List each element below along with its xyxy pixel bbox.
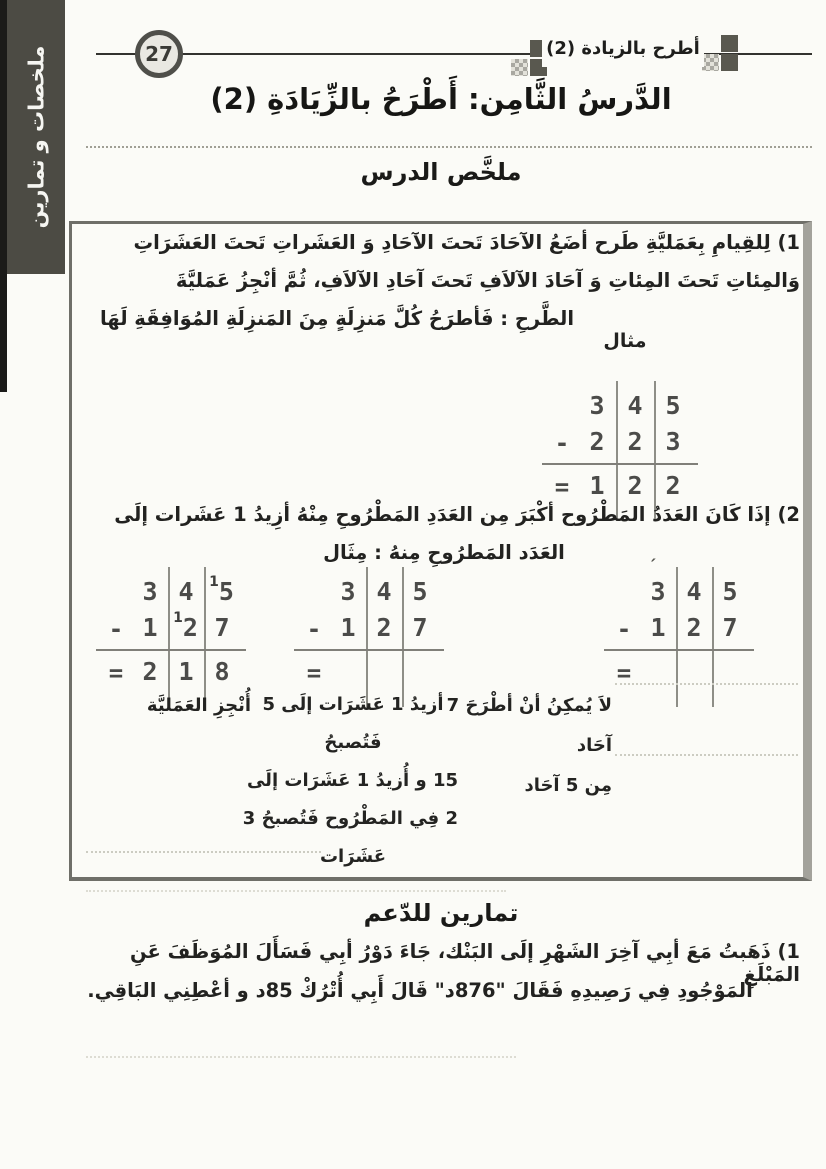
digit: 4 bbox=[627, 390, 643, 420]
support-heading: تمارين للدّعم bbox=[363, 899, 519, 927]
digit: 2 bbox=[627, 470, 643, 500]
digit: 7 bbox=[722, 612, 738, 642]
digit: 1 bbox=[142, 612, 158, 642]
ruling-line bbox=[86, 890, 506, 892]
subtraction-step-1 bbox=[616, 557, 748, 689]
ruling-line bbox=[86, 851, 321, 853]
digit bbox=[402, 653, 438, 689]
minus-sign: - bbox=[616, 615, 632, 643]
minus-sign: - bbox=[554, 429, 570, 457]
point1-line3: الطَّرحِ : فَأطرَحُ كُلَّ مَنزِلَةٍ مِنَ المَنزِلَةِ المُوَافِقَةِ لَهَا bbox=[100, 307, 575, 330]
step3-caption: أُنْجِزِ العَمَليَّة bbox=[146, 695, 252, 716]
point1-line1: 1) لِلقِيامِ بِعَمَليَّةِ طَرح أضَعُ الآحَادَ تَحتَ الآحَادِ وَ العَشَراتِ تَحتَ العَشَرَاتِ bbox=[133, 231, 800, 254]
digit: 3 bbox=[589, 390, 605, 420]
digit: 3 bbox=[665, 426, 681, 456]
equals-sign: = bbox=[108, 659, 124, 687]
equals-sign: = bbox=[554, 473, 570, 501]
digit: 5 bbox=[412, 576, 428, 606]
digit: 3 bbox=[340, 576, 356, 606]
digit: 1 bbox=[589, 470, 605, 500]
digit bbox=[330, 653, 366, 689]
stray-mark: ´ bbox=[648, 557, 657, 577]
digit bbox=[366, 653, 402, 689]
chapter-title: أطرح بالزيادة (2) bbox=[542, 31, 704, 67]
scan-edge bbox=[0, 0, 7, 392]
ruling-line bbox=[615, 683, 798, 685]
summary-heading: ملخَّص الدرس bbox=[360, 158, 522, 186]
digit: 2 bbox=[665, 470, 681, 500]
squares-ornament-icon bbox=[702, 35, 738, 71]
ruling-line bbox=[86, 1056, 516, 1058]
sidebar-label: ملخصات و تمارين bbox=[24, 45, 49, 229]
step1-caption: لاَ يُمكِنُ أنْ أطْرَحَ 7 آحَاد مِن 5 آحَاد bbox=[446, 695, 612, 796]
digit: 7 bbox=[214, 612, 230, 642]
digit: 3 bbox=[650, 576, 666, 606]
exercise1-line2: المَوْجُودِ فِي رَصِيدِهِ فَقَالَ "876د" قَالَ أَبِي أُتْرُكْ 85د و أعْطِنِي البَاقِي. bbox=[87, 979, 753, 1002]
digit: 5 bbox=[722, 576, 738, 606]
minus-sign: - bbox=[306, 615, 322, 643]
digit: 1 bbox=[178, 656, 194, 686]
digit: 2 bbox=[686, 612, 702, 642]
carry-digit: 1 bbox=[209, 574, 219, 590]
digit: 2 bbox=[589, 426, 605, 456]
digit: 4 bbox=[686, 576, 702, 606]
digit: 1 bbox=[340, 612, 356, 642]
sidebar-tab bbox=[7, 0, 65, 274]
subtraction-example-1 bbox=[554, 387, 692, 503]
carry-digit: 1 bbox=[173, 610, 183, 626]
point2-line1: 2) إذَا كَانَ العَدَدُ المَطْرُوح أكْبَرَ مِن العَدَدِ المَطْرُوحِ مِنْهُ أزِيدُ 1 عَشَرات إلَى bbox=[114, 503, 800, 526]
equals-sign: = bbox=[616, 659, 632, 687]
example-label: مثال bbox=[603, 330, 647, 352]
point1-line2: وَالمِئاتِ تَحتَ المِئاتِ وَ آحَادَ الآلاَفِ تَحتَ آحَادِ الآلاَفِ، ثُمَّ أنْجِزُ عَمَليَّةَ bbox=[175, 269, 800, 292]
digit: 2 bbox=[142, 656, 158, 686]
subtraction-step-3 bbox=[108, 573, 240, 689]
step2-caption: أزيدُ 1 عَشَرَات إلَى 5 فَتُصبحُ 15 و أُزيدُ 1 عَشَرَات إلَى 2 فِي المَطْرُوح فَتُصبحُ 3 عَشَرَات bbox=[242, 694, 458, 867]
page-number-badge bbox=[135, 30, 183, 78]
digit: 2 bbox=[376, 612, 392, 642]
point2-line2: العَدَد المَطرُوحِ مِنهُ : مِثَال bbox=[323, 541, 565, 564]
digit: 1 2 bbox=[173, 610, 198, 642]
minus-sign: - bbox=[108, 615, 124, 643]
subtraction-step-2 bbox=[306, 573, 438, 689]
digit: 5 bbox=[665, 390, 681, 420]
equals-sign: = bbox=[306, 659, 322, 687]
digit: 4 bbox=[178, 576, 194, 606]
page-number: 27 bbox=[145, 42, 173, 66]
ruling-line bbox=[86, 146, 812, 148]
ruling-line bbox=[615, 754, 798, 756]
digit: 1 5 bbox=[209, 574, 234, 606]
digit: 3 bbox=[142, 576, 158, 606]
digit: 4 bbox=[376, 576, 392, 606]
digit: 7 bbox=[412, 612, 428, 642]
digit: 8 bbox=[214, 656, 230, 686]
lesson-title: الدَّرسُ الثَّامِن: أَطْرَحُ بالزِّيَادَةِ (2) bbox=[210, 82, 672, 116]
digit: 2 bbox=[627, 426, 643, 456]
digit: 1 bbox=[650, 612, 666, 642]
exercise1-line1: 1) ذَهَبتُ مَعَ أبِي آخِرَ الشَهْرِ إلَى البَنْك، جَاءَ دَوْرُ أبِي فَسَأَلَ المُوَظَفَ عَنِ المَبْلَغِ bbox=[130, 940, 800, 986]
